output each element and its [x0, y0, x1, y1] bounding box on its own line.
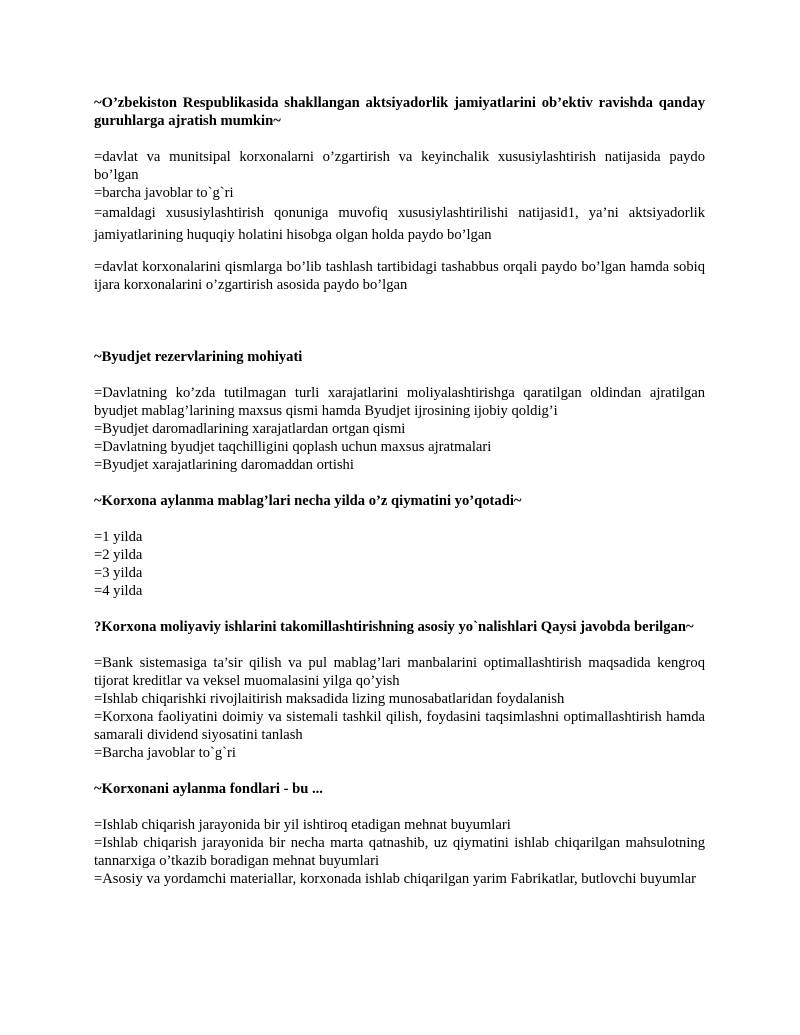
- answer-5-2: =Ishlab chiqarish jarayonida bir necha marta qatnashib, uz qiymatini ishlab chiqarilgan mahsulotning tannarxiga o’tkazib boradigan mehnat buyumlari: [94, 835, 705, 869]
- answer-3-3: =3 yilda: [94, 565, 143, 581]
- answer-2-3: =Davlatning byudjet taqchilligini qoplash uchun maxsus ajratmalari: [94, 439, 492, 455]
- question-5: ~Korxonani aylanma fondlari - bu ...: [94, 781, 323, 797]
- answer-5-3: =Asosiy va yordamchi materiallar, korxonada ishlab chiqarilgan yarim Fabrikatlar, butlovchi buyumlar: [94, 871, 696, 887]
- question-4: ?Korxona moliyaviy ishlarini takomillashtirishning asosiy yo`nalishlari Qaysi javobda berilgan~: [94, 619, 694, 635]
- answer-2-2: =Byudjet daromadlarining xarajatlardan ortgan qismi: [94, 421, 406, 437]
- answer-2-1: =Davlatning ko’zda tutilmagan turli xarajatlarini moliyalashtirishga qaratilgan oldindan ajratilgan byudjet mablag’larining maxsus qismi hamda Byudjet ijrosining ijobiy qoldig’i: [94, 385, 705, 419]
- answer-3-1: =1 yilda: [94, 529, 143, 545]
- answer-4-4: =Barcha javoblar to`g`ri: [94, 745, 236, 761]
- answer-5-1: =Ishlab chiqarish jarayonida bir yil ishtiroq etadigan mehnat buyumlari: [94, 817, 511, 833]
- question-1: ~O’zbekiston Respublikasida shakllangan aktsiyadorlik jamiyatlarini ob’ektiv ravishda qanday guruhlarga ajratish mumkin~: [94, 95, 705, 129]
- answer-4-2: =Ishlab chiqarishki rivojlaitirish maksadida lizing munosabatlaridan foydalanish: [94, 691, 565, 707]
- answer-1-1: =davlat va munitsipal korxonalarni o’zgartirish va keyinchalik xususiylashtirish natijasida paydo bo’lgan: [94, 149, 705, 183]
- question-3: ~Korxona aylanma mablag’lari necha yilda o’z qiymatini yo’qotadi~: [94, 493, 522, 509]
- answer-1-2: =barcha javoblar to`g`ri: [94, 185, 234, 201]
- document-page: [94, 94, 705, 888]
- answer-3-4: =4 yilda: [94, 583, 143, 599]
- answer-2-4: =Byudjet xarajatlarining daromaddan ortishi: [94, 457, 354, 473]
- answer-4-1: =Bank sistemasiga ta’sir qilish va pul mablag’lari manbalarini optimallashtirish maqsadida kengroq tijorat kreditlar va veksel muomalasini yilga qo’yish: [94, 655, 705, 689]
- question-2: ~Byudjet rezervlarining mohiyati: [94, 349, 303, 365]
- answer-1-3: =amaldagi xususiylashtirish qonuniga muvofiq xususiylashtirilishi natijasid1, ya’ni aktsiyadorlik jamiyatlarining huquqiy holatini hisobga olgan holda paydo bo’lgan: [94, 205, 705, 243]
- answer-1-4: =davlat korxonalarini qismlarga bo’lib tashlash tartibidagi tashabbus orqali paydo bo’lgan hamda sobiq ijara korxonalarini o’zgartirish asosida paydo bo’lgan: [94, 259, 705, 293]
- answer-3-2: =2 yilda: [94, 547, 143, 563]
- answer-4-3: =Korxona faoliyatini doimiy va sistemali tashkil qilish, foydasini taqsimlashni optimallashtirish hamda samarali dividend siyosatini tanlash: [94, 709, 705, 743]
